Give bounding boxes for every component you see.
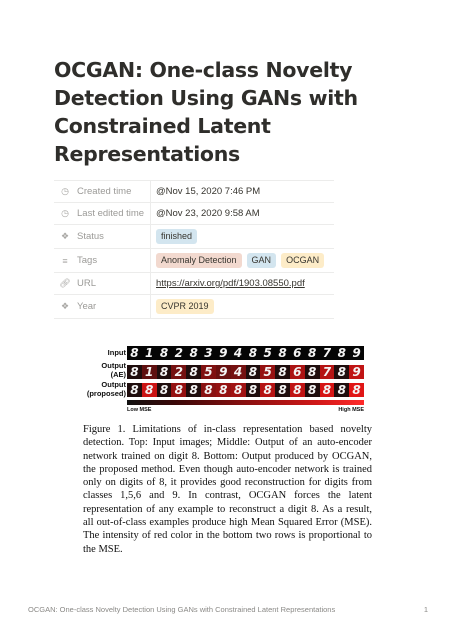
ae-digit: 6: [290, 365, 305, 379]
clock-icon: ◷: [61, 208, 69, 218]
link-icon: 🔗︎: [59, 278, 71, 288]
input-digit: 9: [216, 346, 231, 360]
ae-digit: 1: [142, 365, 157, 379]
ae-digit: 7: [320, 365, 335, 379]
figure-caption: Figure 1. Limitations of in-class representation based novelty detection. Top: Input images; Middle: Output of an auto-encoder network trained on digit 8. Bottom: Output produced by OCGAN, the proposed method. Even though auto-encoder network is trained only on digits of 8, it provides good reconstruction for digits from classes 1,5,6 and 9. In contrast, OCGAN forces the latent representation of any example to reconstruct a digit 8. As a result, all out-of-class examples produce high Mean Squared Error (MSE). The intensity of red color in the bottom two rows is proportional to the MSE.: [83, 424, 372, 555]
footer-title: OCGAN: One-class Novelty Detection Using GANs with Constrained Latent Representations: [28, 605, 336, 614]
created-time-value: @Nov 15, 2020 7:46 PM: [156, 186, 261, 197]
ae-digit: 5: [201, 365, 216, 379]
ae-digit: 5: [260, 365, 275, 379]
proposed-digit: 8: [142, 383, 157, 397]
proposed-digit: 8: [246, 383, 261, 397]
ae-digit: 8: [186, 365, 201, 379]
property-label: Last edited time: [77, 208, 145, 219]
proposed-digit: 8: [320, 383, 335, 397]
ae-digit: 9: [216, 365, 231, 379]
input-digit: 1: [142, 346, 157, 360]
properties-table: [54, 180, 334, 319]
ae-digit: 8: [305, 365, 320, 379]
input-digit: 7: [320, 346, 335, 360]
input-digit: 8: [157, 346, 172, 360]
input-digit-strip: [127, 346, 364, 360]
year-badge[interactable]: CVPR 2019: [156, 299, 214, 314]
page-title: OCGAN: One-class Novelty Detection Using GANs with Constrained Latent Representations: [54, 58, 358, 166]
proposed-digit: 8: [334, 383, 349, 397]
mse-color-scale: [127, 400, 364, 405]
paper-url-link[interactable]: https://arxiv.org/pdf/1903.08550.pdf: [156, 278, 305, 289]
status-icon: ❖: [60, 231, 70, 241]
ae-digit: 8: [334, 365, 349, 379]
input-digit: 3: [201, 346, 216, 360]
ae-digit: 8: [246, 365, 261, 379]
label-output-proposed: Output (proposed): [86, 380, 126, 398]
property-tags[interactable]: [54, 249, 334, 273]
property-label: URL: [77, 278, 97, 289]
input-digit: 6: [290, 346, 305, 360]
input-digit: 8: [305, 346, 320, 360]
input-digit: 8: [275, 346, 290, 360]
input-digit: 8: [127, 346, 142, 360]
scale-high-label: High MSE: [338, 407, 364, 413]
ae-digit: 8: [157, 365, 172, 379]
ae-output-strip: [127, 365, 364, 379]
proposed-digit: 8: [201, 383, 216, 397]
ae-digit: 8: [275, 365, 290, 379]
input-digit: 8: [246, 346, 261, 360]
property-status[interactable]: [54, 225, 334, 249]
label-output-ae: Output (AE): [101, 361, 126, 379]
property-created-time[interactable]: [54, 181, 334, 203]
input-digit: 8: [334, 346, 349, 360]
input-digit: 5: [260, 346, 275, 360]
proposed-digit: 8: [127, 383, 142, 397]
status-icon: ❖: [60, 301, 70, 311]
proposed-digit: 8: [349, 383, 364, 397]
ae-digit: 4: [231, 365, 246, 379]
proposed-digit: 8: [275, 383, 290, 397]
input-digit: 9: [349, 346, 364, 360]
proposed-digit: 8: [216, 383, 231, 397]
ae-digit: 2: [171, 365, 186, 379]
property-label: Created time: [77, 186, 132, 197]
list-icon: ≡: [62, 255, 68, 266]
proposed-digit: 8: [171, 383, 186, 397]
property-label: Status: [77, 231, 104, 242]
input-digit: 2: [171, 346, 186, 360]
property-label: Year: [77, 301, 97, 312]
proposed-digit: 8: [260, 383, 275, 397]
ae-digit: 8: [127, 365, 142, 379]
page-footer: [28, 605, 428, 614]
property-year[interactable]: [54, 295, 334, 319]
proposed-output-strip: [127, 383, 364, 397]
input-digit: 4: [231, 346, 246, 360]
property-last-edited-time[interactable]: [54, 203, 334, 225]
figure-1: [86, 346, 370, 416]
tag-ocgan[interactable]: OCGAN: [281, 253, 324, 268]
proposed-digit: 8: [290, 383, 305, 397]
property-label: Tags: [77, 255, 98, 266]
clock-icon: ◷: [61, 186, 69, 196]
property-url[interactable]: [54, 273, 334, 295]
proposed-digit: 8: [231, 383, 246, 397]
input-digit: 8: [186, 346, 201, 360]
proposed-digit: 8: [157, 383, 172, 397]
tag-anomaly-detection[interactable]: Anomaly Detection: [156, 253, 242, 268]
status-badge[interactable]: finished: [156, 229, 197, 244]
label-input: Input: [107, 348, 126, 357]
last-edited-value: @Nov 23, 2020 9:58 AM: [156, 208, 260, 219]
scale-low-label: Low MSE: [127, 407, 152, 413]
tag-gan[interactable]: GAN: [247, 253, 277, 268]
page-number: 1: [423, 605, 428, 614]
proposed-digit: 8: [305, 383, 320, 397]
ae-digit: 9: [349, 365, 364, 379]
proposed-digit: 8: [186, 383, 201, 397]
